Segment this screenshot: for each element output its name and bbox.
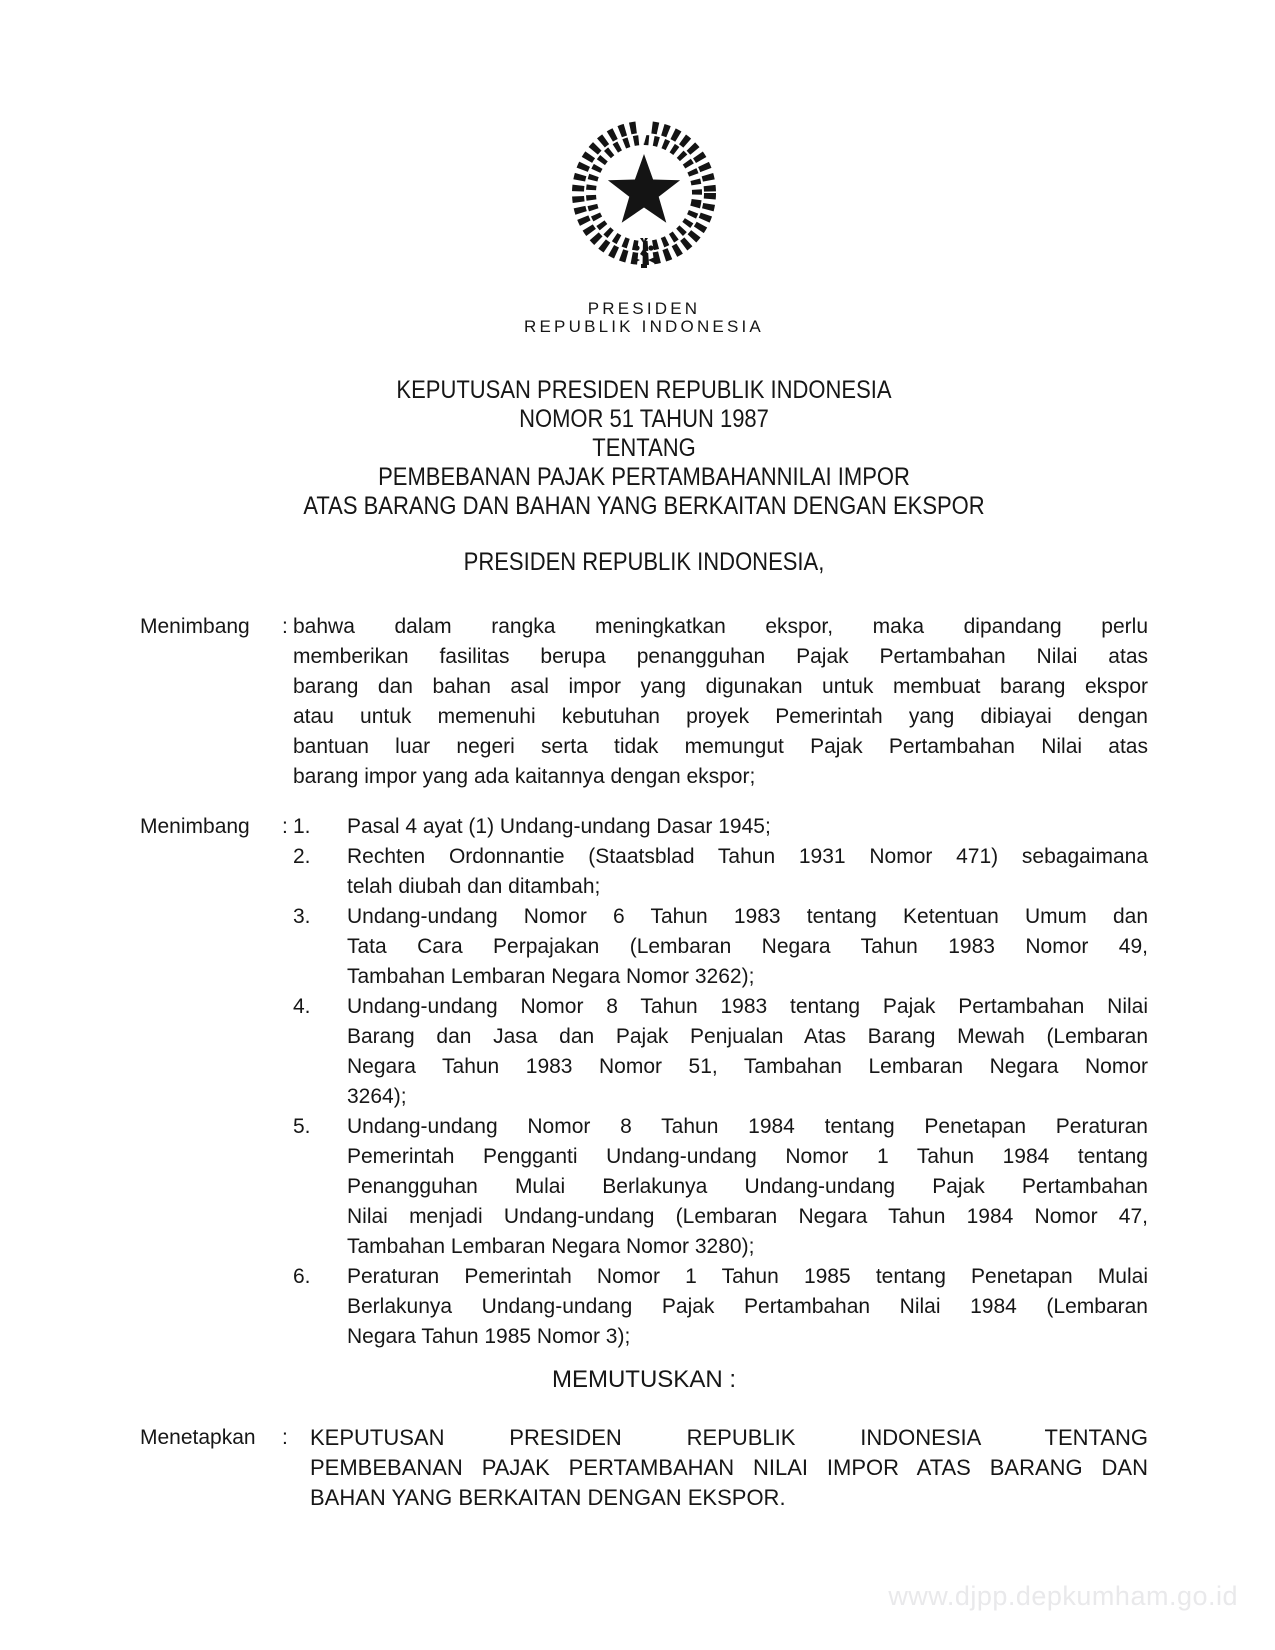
item-number: 2. — [293, 845, 311, 868]
text-line: barang impor yang ada kaitannya dengan ekspor; — [293, 765, 756, 788]
title-line: TENTANG — [592, 434, 696, 462]
item-text — [347, 842, 1148, 902]
text-line: Pasal 4 ayat (1) Undang-undang Dasar 1945; — [347, 815, 771, 838]
list-item — [293, 842, 1148, 902]
text-line: Barang dan Jasa dan Pajak Penjualan Atas Barang Mewah (Lembaran — [347, 1025, 1148, 1048]
text-line: Tambahan Lembaran Negara Nomor 3262); — [347, 965, 755, 988]
enacting-label: Menetapkan — [140, 1426, 256, 1449]
text-line: Negara Tahun 1983 Nomor 51, Tambahan Lembaran Negara Nomor — [347, 1055, 1148, 1078]
text-line: Tambahan Lembaran Negara Nomor 3280); — [347, 1235, 755, 1258]
deciding-heading: MEMUTUSKAN : — [551, 1366, 736, 1393]
legal-basis-label: Menimbang — [140, 815, 250, 838]
title-line: KEPUTUSAN PRESIDEN REPUBLIK INDONESIA — [396, 376, 892, 404]
item-text — [347, 992, 1148, 1112]
list-item — [293, 812, 1148, 842]
list-item — [293, 1262, 1148, 1352]
text-line: memberikan fasilitas berupa penangguhan Pajak Pertambahan Nilai atas — [293, 645, 1148, 668]
text-line: atau untuk memenuhi kebutuhan proyek Pemerintah yang dibiayai dengan — [293, 705, 1148, 728]
enacting-section — [140, 1423, 1148, 1513]
decree-title — [200, 376, 1087, 521]
considering-text — [293, 612, 1148, 792]
salutation: PRESIDEN REPUBLIK INDONESIA, — [463, 548, 825, 576]
item-text — [347, 812, 1148, 842]
label-colon: : — [282, 1426, 288, 1449]
list-item — [293, 1112, 1148, 1262]
text-line: KEPUTUSAN PRESIDEN REPUBLIK INDONESIA TENTANG — [310, 1425, 1148, 1450]
text-line: Rechten Ordonnantie (Staatsblad Tahun 1931 Nomor 471) sebagaimana — [347, 845, 1148, 868]
text-line: bahwa dalam rangka meningkatkan ekspor, maka dipandang perlu — [293, 615, 1148, 638]
item-text — [347, 902, 1148, 992]
item-number: 3. — [293, 905, 311, 928]
legal-basis-list — [293, 812, 1148, 1352]
considering-label: Menimbang — [140, 615, 250, 638]
star-icon — [608, 154, 680, 223]
text-line: Peraturan Pemerintah Nomor 1 Tahun 1985 tentang Penetapan Mulai — [347, 1265, 1148, 1288]
text-line: telah diubah dan ditambah; — [347, 875, 601, 898]
label-colon: : — [282, 615, 288, 638]
item-text — [347, 1112, 1148, 1262]
text-line: Tata Cara Perpajakan (Lembaran Negara Tahun 1983 Nomor 49, — [347, 935, 1148, 958]
text-line: barang dan bahan asal impor yang digunakan untuk membuat barang ekspor — [293, 675, 1148, 698]
text-line: bantuan luar negeri serta tidak memungut Pajak Pertambahan Nilai atas — [293, 735, 1148, 758]
text-line: Penangguhan Mulai Berlakunya Undang-undang Pajak Pertambahan — [347, 1175, 1148, 1198]
list-item — [293, 902, 1148, 992]
text-line: BAHAN YANG BERKAITAN DENGAN EKSPOR. — [310, 1485, 786, 1510]
presidential-seal — [140, 0, 1148, 336]
text-line: 3264); — [347, 1085, 407, 1108]
text-line: Undang-undang Nomor 8 Tahun 1984 tentang Penetapan Peraturan — [347, 1115, 1148, 1138]
org-name-line2: REPUBLIK INDONESIA — [524, 317, 764, 336]
seal-graphic — [569, 118, 719, 268]
title-line: NOMOR 51 TAHUN 1987 — [519, 405, 769, 433]
legal-basis-section — [140, 812, 1148, 1352]
org-name-line1: PRESIDEN — [587, 299, 701, 318]
text-line: Undang-undang Nomor 6 Tahun 1983 tentang Ketentuan Umum dan — [347, 905, 1148, 928]
document-page — [140, 0, 1148, 1513]
item-number: 1. — [293, 815, 311, 838]
text-line: Pemerintah Pengganti Undang-undang Nomor 1 Tahun 1984 tentang — [347, 1145, 1148, 1168]
title-line: PEMBEBANAN PAJAK PERTAMBAHANNILAI IMPOR — [378, 463, 910, 491]
watermark: www.djpp.depkumham.go.id — [888, 1581, 1238, 1611]
label-colon: : — [282, 815, 288, 838]
text-line: Berlakunya Undang-undang Pajak Pertambahan Nilai 1984 (Lembaran — [347, 1295, 1148, 1318]
list-item — [293, 992, 1148, 1112]
text-line: PEMBEBANAN PAJAK PERTAMBAHAN NILAI IMPOR ATAS BARANG DAN — [310, 1455, 1148, 1480]
item-number: 4. — [293, 995, 311, 1018]
text-line: Negara Tahun 1985 Nomor 3); — [347, 1325, 631, 1348]
title-line: ATAS BARANG DAN BAHAN YANG BERKAITAN DENGAN EKSPOR — [303, 492, 985, 520]
item-number: 5. — [293, 1115, 311, 1138]
enacting-text — [293, 1423, 1148, 1513]
considering-section — [140, 612, 1148, 792]
text-line: Nilai menjadi Undang-undang (Lembaran Negara Tahun 1984 Nomor 47, — [347, 1205, 1148, 1228]
item-number: 6. — [293, 1265, 311, 1288]
item-text — [347, 1262, 1148, 1352]
text-line: Undang-undang Nomor 8 Tahun 1983 tentang Pajak Pertambahan Nilai — [347, 995, 1148, 1018]
